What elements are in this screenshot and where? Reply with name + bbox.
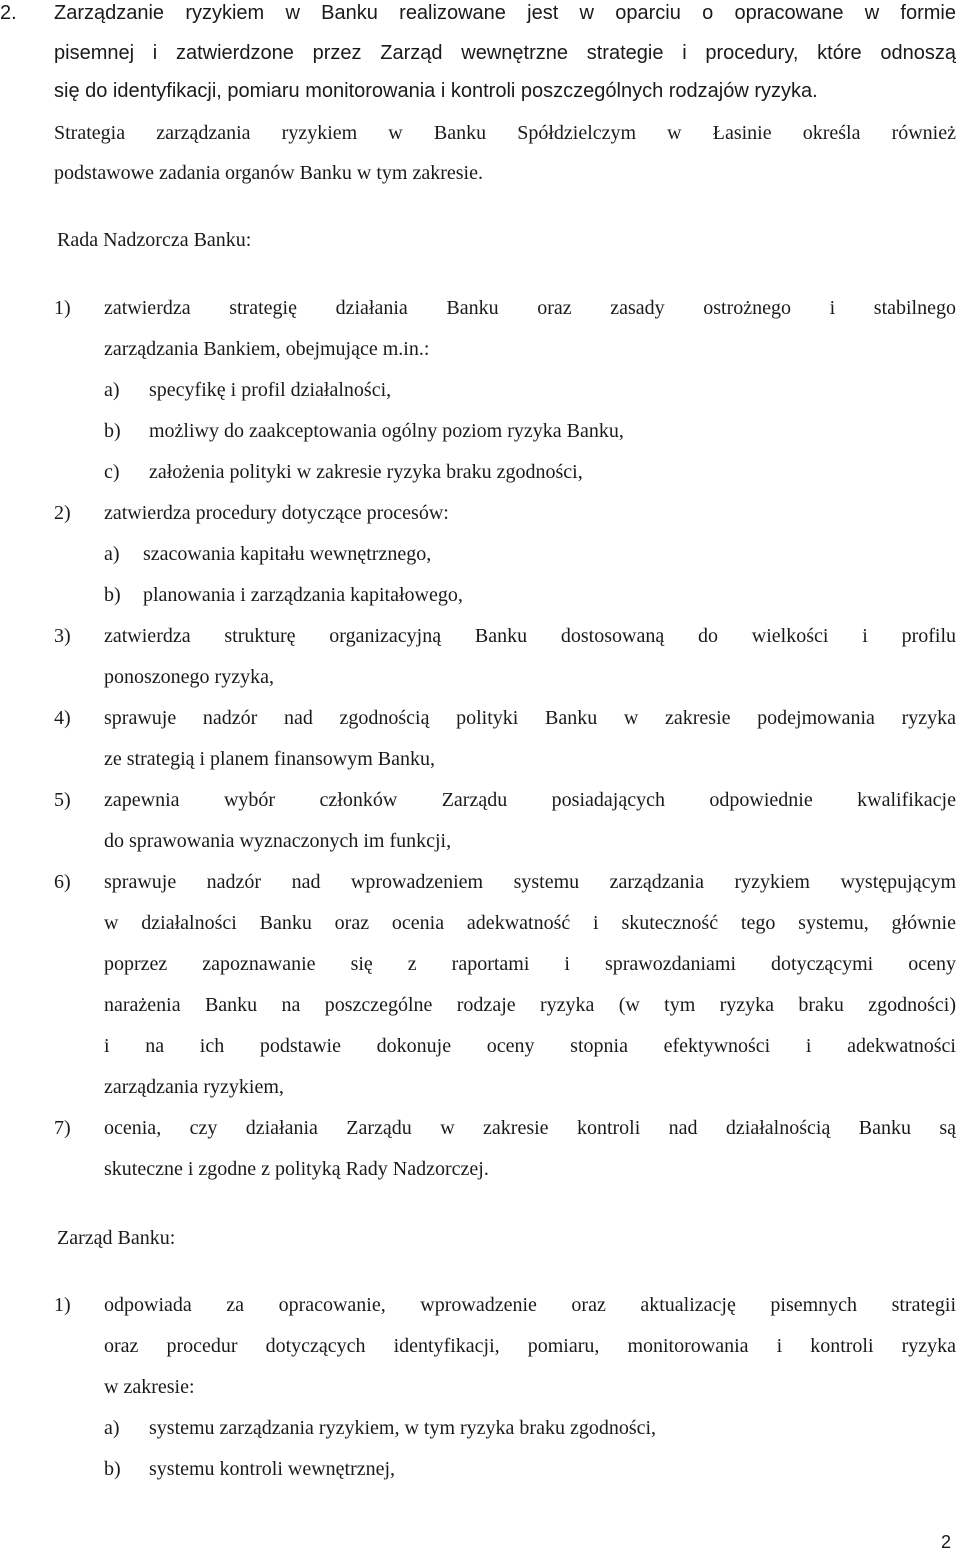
zarzad-sub-b-text: systemu kontroli wewnętrznej, [149, 1458, 396, 1480]
rada-item-6-line-1: sprawuje nadzór nad wprowadzeniem systemu zarządzania ryzykiem występującym [104, 871, 956, 893]
rada-item-1-line-1: zatwierdza strategię działania Banku oraz zasady ostrożnego i stabilnego [104, 297, 956, 319]
rada-item-4-line-1: sprawuje nadzór nad zgodnością polityki Banku w zakresie podejmowania ryzyka [104, 707, 956, 729]
rada-sub-c-text: założenia polityki w zakresie ryzyka braku zgodności, [149, 461, 583, 483]
zarzad-item-1-line-3: w zakresie: [104, 1376, 195, 1398]
rada-sub-c-letter: c) [104, 461, 120, 483]
rada-item-7-line-2: skuteczne i zgodne z polityką Rady Nadzorczej. [104, 1158, 489, 1180]
rada-heading: Rada Nadzorcza Banku: [57, 229, 252, 251]
rada-item-7-line-1: ocenia, czy działania Zarządu w zakresie kontroli nad działalnością Banku są [104, 1117, 956, 1139]
zarzad-sub-a-text: systemu zarządzania ryzykiem, w tym ryzyka braku zgodności, [149, 1417, 657, 1439]
zarzad-item-1-line-1: odpowiada za opracowanie, wprowadzenie oraz aktualizację pisemnych strategii [104, 1294, 956, 1316]
zarzad-sub-a-letter: a) [104, 1417, 120, 1439]
intro-line-4: Strategia zarządzania ryzykiem w Banku Spółdzielczym w Łasinie określa również [54, 122, 956, 144]
rada-item-5-num: 5) [54, 789, 71, 811]
zarzad-sub-b-letter: b) [104, 1458, 121, 1480]
rada-sub-b-text: możliwy do zaakceptowania ogólny poziom ryzyka Banku, [149, 420, 624, 442]
rada-item-5-line-1: zapewnia wybór członków Zarządu posiadających odpowiednie kwalifikacje [104, 789, 956, 811]
rada-item-6-line-6: zarządzania ryzykiem, [104, 1076, 284, 1098]
rada-item-2-sub-a-letter: a) [104, 543, 120, 565]
page-number: 2 [941, 1532, 952, 1552]
rada-item-6-line-4: narażenia Banku na poszczególne rodzaje ryzyka (w tym ryzyka braku zgodności) [104, 994, 956, 1016]
rada-item-3-line-1: zatwierdza strukturę organizacyjną Banku dostosowaną do wielkości i profilu [104, 625, 956, 647]
rada-sub-b-letter: b) [104, 420, 121, 442]
rada-item-7-num: 7) [54, 1117, 71, 1139]
rada-item-6-line-5: i na ich podstawie dokonuje oceny stopnia efektywności i adekwatności [104, 1035, 956, 1057]
rada-item-2-sub-b-text: planowania i zarządzania kapitałowego, [143, 584, 463, 606]
rada-item-2-line-1: zatwierdza procedury dotyczące procesów: [104, 502, 449, 524]
zarzad-item-1-num: 1) [54, 1294, 71, 1316]
intro-line-2: pisemnej i zatwierdzone przez Zarząd wewnętrzne strategie i procedury, które odnoszą [54, 42, 956, 64]
rada-item-6-line-3: poprzez zapoznawanie się z raportami i sprawozdaniami dotyczącymi oceny [104, 953, 956, 975]
rada-item-3-num: 3) [54, 625, 71, 647]
rada-item-4-line-2: ze strategią i planem finansowym Banku, [104, 748, 436, 770]
intro-line-1: Zarządzanie ryzykiem w Banku realizowane jest w oparciu o opracowane w formie [54, 2, 956, 24]
rada-item-5-line-2: do sprawowania wyznaczonych im funkcji, [104, 830, 452, 852]
zarzad-item-1-line-2: oraz procedur dotyczących identyfikacji, pomiaru, monitorowania i kontroli ryzyka [104, 1335, 956, 1357]
rada-item-6-num: 6) [54, 871, 71, 893]
rada-sub-a-text: specyfikę i profil działalności, [149, 379, 392, 401]
rada-item-1-line-2: zarządzania Bankiem, obejmujące m.in.: [104, 338, 430, 360]
section-number: 2. [0, 2, 17, 24]
rada-item-6-line-2: w działalności Banku oraz ocenia adekwatność i skuteczność tego systemu, głównie [104, 912, 956, 934]
zarzad-heading: Zarząd Banku: [57, 1227, 176, 1249]
rada-sub-a-letter: a) [104, 379, 120, 401]
intro-line-5: podstawowe zadania organów Banku w tym zakresie. [54, 162, 483, 184]
rada-item-3-line-2: ponoszonego ryzyka, [104, 666, 274, 688]
rada-item-2-sub-a-text: szacowania kapitału wewnętrznego, [143, 543, 432, 565]
intro-line-3: się do identyfikacji, pomiaru monitorowania i kontroli poszczególnych rodzajów ryzyka. [54, 80, 818, 102]
rada-item-4-num: 4) [54, 707, 71, 729]
rada-item-1-num: 1) [54, 297, 71, 319]
rada-item-2-num: 2) [54, 502, 71, 524]
rada-item-2-sub-b-letter: b) [104, 584, 121, 606]
